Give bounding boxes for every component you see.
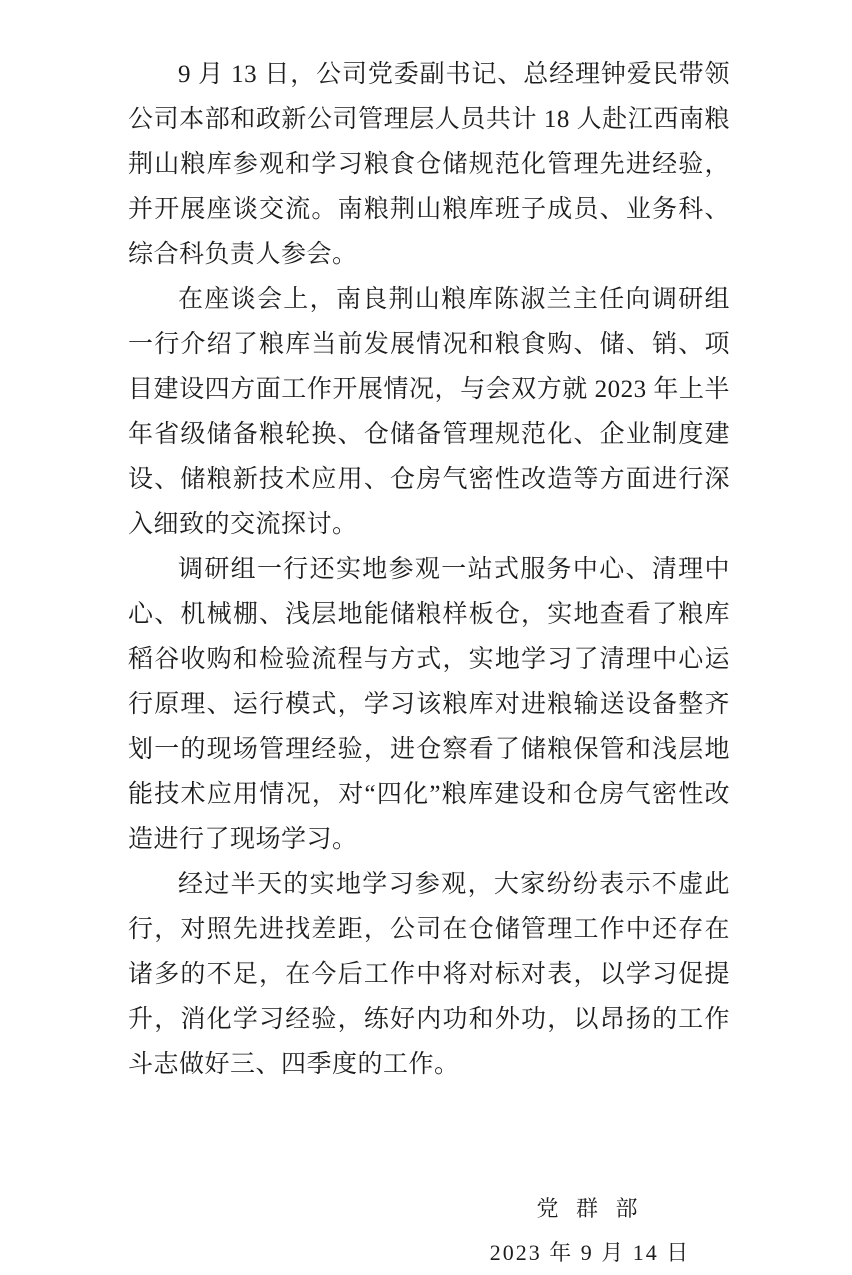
signature-department: 党 群 部 (536, 1196, 644, 1221)
paragraph-4: 经过半天的实地学习参观，大家纷纷表示不虚此行，对照先进找差距，公司在仓储管理工作中还存在诸多的不足，在今后工作中将对标对表，以学习促提升，消化学习经验，练好内功和外功，以昂扬的工作斗志做好三、四季度的工作。 (128, 871, 730, 1078)
paragraph-1: 9 月 13 日，公司党委副书记、总经理钟爱民带领公司本部和政新公司管理层人员共计 18 人赴江西南粮荆山粮库参观和学习粮食仓储规范化管理先进经验，并开展座谈交流。南粮荆山粮库班子成员、业务科、综合科负责人参会。 (128, 61, 730, 268)
document-body (128, 52, 730, 1275)
paragraph-3: 调研组一行还实地参观一站式服务中心、清理中心、机械棚、浅层地能储粮样板仓，实地查看了粮库稻谷收购和检验流程与方式，实地学习了清理中心运行原理、运行模式，学习该粮库对进粮输送设备整齐划一的现场管理经验，进仓察看了储粮保管和浅层地能技术应用情况，对“四化”粮库建设和仓房气密性改造进行了现场学习。 (128, 556, 730, 853)
signature-block (380, 1187, 800, 1275)
paragraph-2: 在座谈会上，南良荆山粮库陈淑兰主任向调研组一行介绍了粮库当前发展情况和粮食购、储、销、项目建设四方面工作开展情况，与会双方就 2023 年上半年省级储备粮轮换、仓储备管理规范化、企业制度建设、储粮新技术应用、仓房气密性改造等方面进行深入细致的交流探讨。 (128, 286, 730, 538)
signature-date: 2023 年 9 月 14 日 (489, 1240, 691, 1265)
